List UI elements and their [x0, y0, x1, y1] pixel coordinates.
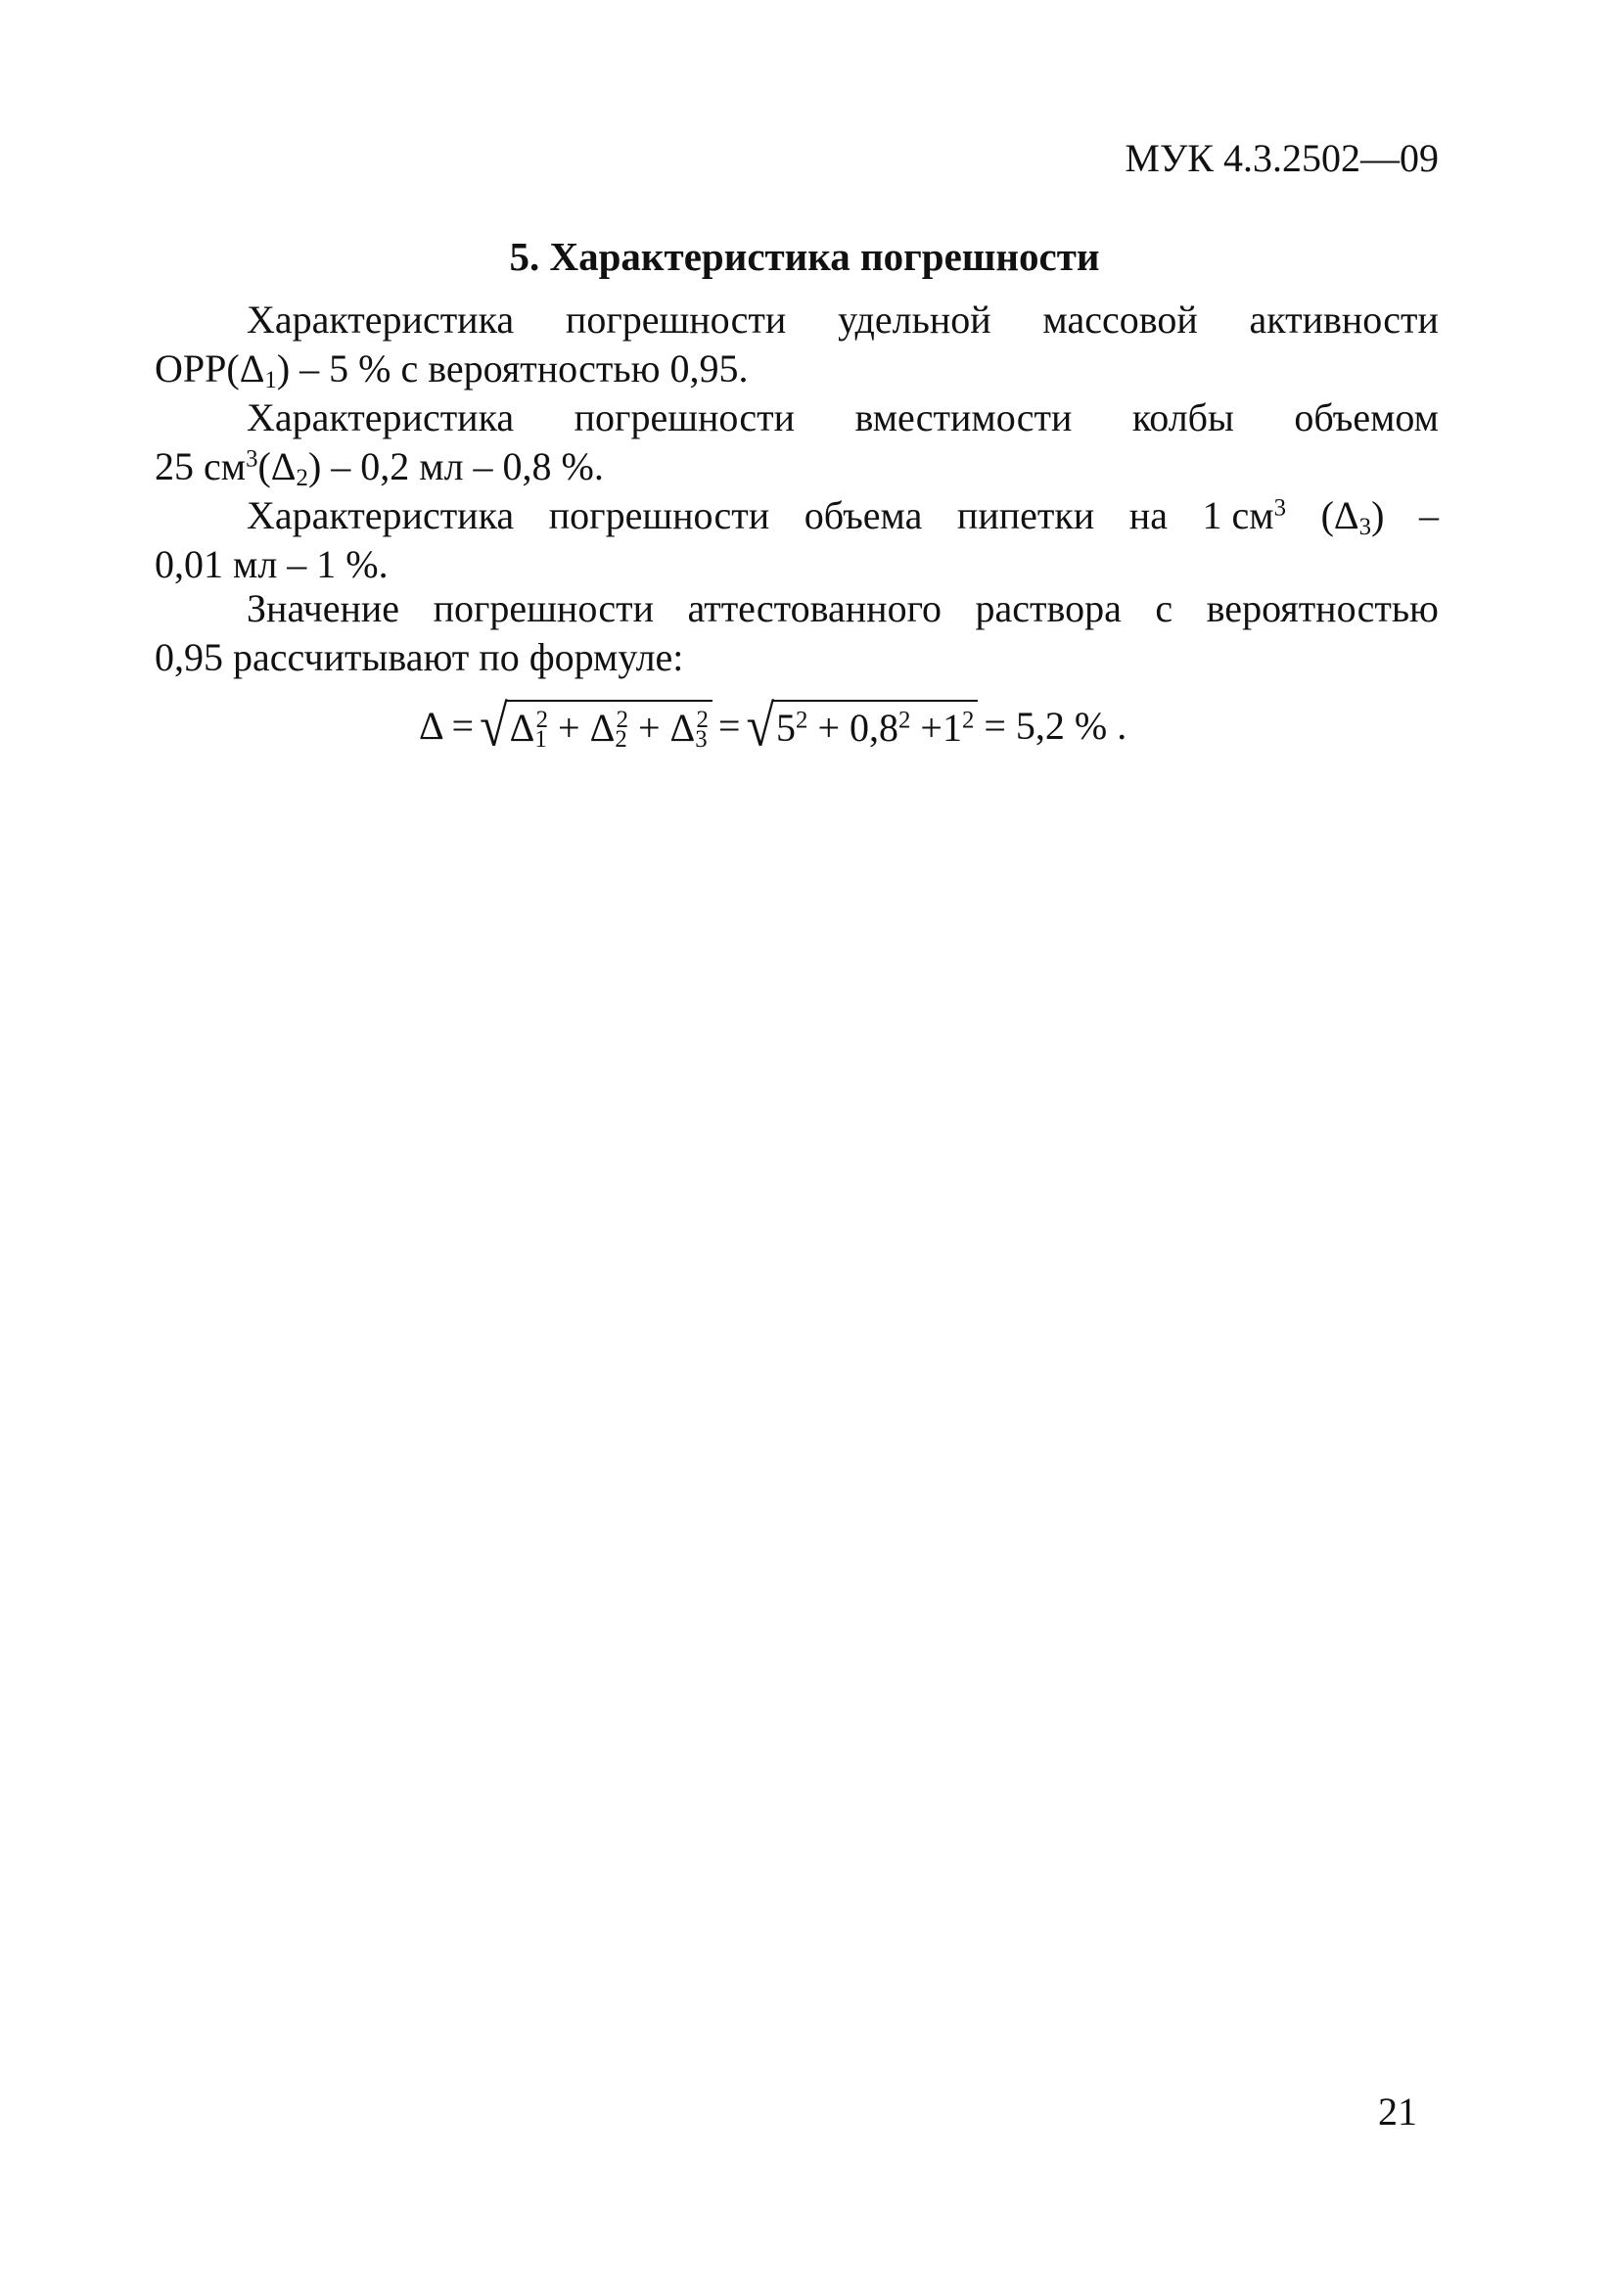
- subscript: 3: [695, 726, 708, 754]
- plus-sign: +: [558, 706, 580, 750]
- text-run: ): [1371, 493, 1385, 537]
- error-formula: [419, 694, 1127, 759]
- formula-lhs: Δ =: [419, 704, 475, 748]
- term-base: Δ: [589, 706, 616, 750]
- term-base: Δ: [509, 706, 535, 750]
- paragraph-accuracy-flask: [155, 393, 1439, 491]
- subscript: 2: [296, 465, 308, 492]
- paragraph-line: [155, 393, 1439, 442]
- paragraph-line: [155, 442, 1439, 491]
- word: Характеристика: [247, 395, 515, 439]
- plus-sign: +: [920, 706, 942, 750]
- word: погрешности: [548, 493, 770, 537]
- word: колбы: [1131, 395, 1234, 439]
- radicand: [506, 700, 713, 753]
- word: погрешности: [574, 395, 796, 439]
- word: вероятностью: [1206, 586, 1439, 630]
- superscript: 2: [535, 707, 549, 734]
- text-run: ОРР(Δ: [155, 346, 265, 390]
- word: погрешности: [433, 586, 654, 630]
- plus-sign: +: [637, 706, 661, 750]
- superscript: 2: [696, 707, 709, 734]
- term-base: 5: [776, 706, 797, 750]
- paragraph-line: [155, 491, 1439, 540]
- sqrt-delta-terms: [480, 694, 713, 759]
- term-base: Δ: [669, 706, 696, 750]
- superscript: 2: [616, 707, 628, 734]
- paragraph-accuracy-pipette: [155, 491, 1439, 589]
- subscript: 3: [1358, 514, 1372, 541]
- equals-sign: =: [717, 704, 741, 748]
- word: активности: [1249, 298, 1439, 342]
- subscript: 2: [615, 726, 627, 754]
- text-run: (Δ: [257, 444, 297, 488]
- subscript: 1: [534, 726, 547, 754]
- word: погрешности: [565, 298, 787, 342]
- word: удельной: [838, 298, 991, 342]
- text-run: ) – 5 % с вероятностью 0,95.: [276, 346, 749, 390]
- word: аттестованного: [687, 586, 942, 630]
- superscript: 2: [796, 707, 808, 734]
- paragraph-line: [155, 344, 1439, 393]
- subscript: 1: [264, 367, 277, 394]
- word: вместимости: [854, 395, 1073, 439]
- text-run: ) – 0,2 мл – 0,8 %.: [307, 444, 604, 488]
- word: [1321, 491, 1385, 540]
- plus-sign: +: [817, 706, 840, 750]
- text-run: 1 см: [1202, 493, 1274, 537]
- paragraph-line: 0,95 рассчитывают по формуле:: [155, 635, 684, 679]
- paragraph-formula-intro: [155, 584, 1439, 682]
- word: пипетки: [956, 493, 1095, 537]
- word: объемом: [1294, 395, 1439, 439]
- term-base: 0,8: [850, 706, 898, 750]
- word: Характеристика: [247, 493, 515, 537]
- paragraph-line: [155, 296, 1439, 344]
- term-base: 1: [942, 706, 962, 750]
- section-title: 5. Характеристика погрешности: [509, 234, 1100, 279]
- superscript: 2: [961, 707, 975, 734]
- superscript: 3: [246, 445, 258, 473]
- paragraph-line: [155, 584, 1439, 633]
- superscript: 2: [898, 707, 911, 734]
- superscript: 3: [1273, 494, 1287, 522]
- document-code: МУК 4.3.2502—09: [1125, 136, 1439, 180]
- sqrt-numeric-terms: [746, 694, 978, 759]
- radical-sign: √: [746, 694, 775, 759]
- radicand: [772, 700, 978, 753]
- word: на: [1128, 493, 1168, 537]
- formula-result: = 5,2 % .: [984, 704, 1127, 748]
- paragraph-line: 0,01 мл – 1 %.: [155, 542, 389, 586]
- word: Характеристика: [247, 298, 515, 342]
- word: [1203, 491, 1286, 540]
- paragraph-accuracy-activity: [155, 296, 1439, 393]
- text-run: 25 см: [155, 444, 247, 488]
- word: объема: [804, 493, 923, 537]
- text-run: (Δ: [1320, 493, 1359, 537]
- radical-sign: √: [480, 694, 508, 759]
- word: –: [1418, 493, 1439, 537]
- word: раствора: [975, 586, 1122, 630]
- word: с: [1155, 586, 1173, 630]
- word: массовой: [1042, 298, 1198, 342]
- word: Значение: [247, 586, 400, 630]
- page-number: 21: [1378, 2089, 1417, 2134]
